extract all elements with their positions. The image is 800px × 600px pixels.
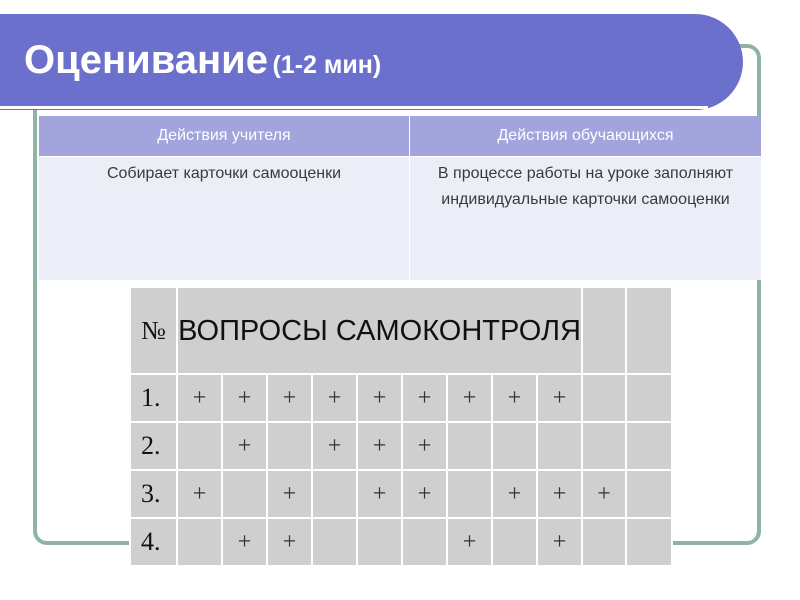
empty-header-cell — [626, 287, 672, 374]
slide-title-main: Оценивание — [24, 38, 269, 82]
self-control-title: ВОПРОСЫ САМОКОНТРОЛЯ — [177, 287, 582, 374]
mark-cell — [626, 422, 672, 470]
slide-title-sub: (1-2 мин) — [272, 51, 382, 79]
student-action-cell: В процессе работы на уроке заполняют индивидуальные карточки самооценки — [410, 157, 762, 281]
mark-cell: + — [222, 374, 267, 422]
mark-cell: + — [267, 374, 312, 422]
mark-cell: + — [537, 518, 582, 566]
mark-cell: + — [402, 374, 447, 422]
mark-cell — [402, 518, 447, 566]
mark-cell: + — [222, 518, 267, 566]
number-header: № — [130, 287, 177, 374]
table-row — [130, 422, 672, 470]
mark-cell — [312, 470, 357, 518]
slide-title — [24, 38, 381, 83]
actions-row — [39, 157, 761, 281]
mark-cell: + — [537, 374, 582, 422]
teacher-actions-header: Действия учителя — [39, 116, 410, 157]
row-number: 3. — [130, 470, 177, 518]
mark-cell — [582, 374, 626, 422]
mark-cell — [537, 422, 582, 470]
row-number: 2. — [130, 422, 177, 470]
mark-cell: + — [537, 470, 582, 518]
table-row — [130, 374, 672, 422]
actions-table — [39, 116, 761, 280]
mark-cell: + — [402, 470, 447, 518]
mark-cell — [177, 518, 222, 566]
mark-cell: + — [402, 422, 447, 470]
row-number: 4. — [130, 518, 177, 566]
student-actions-header: Действия обучающихся — [410, 116, 762, 157]
mark-cell: + — [312, 374, 357, 422]
mark-cell: + — [492, 470, 537, 518]
mark-cell: + — [177, 470, 222, 518]
mark-cell: + — [222, 422, 267, 470]
self-control-body — [130, 374, 672, 566]
mark-cell: + — [357, 470, 402, 518]
mark-cell — [626, 470, 672, 518]
mark-cell: + — [492, 374, 537, 422]
mark-cell — [447, 470, 492, 518]
actions-header-row — [39, 116, 761, 157]
row-number: 1. — [130, 374, 177, 422]
table-row — [130, 518, 672, 566]
mark-cell — [626, 374, 672, 422]
mark-cell — [582, 422, 626, 470]
self-control-header-row — [130, 287, 672, 374]
empty-header-cell — [582, 287, 626, 374]
mark-cell: + — [447, 518, 492, 566]
mark-cell: + — [312, 422, 357, 470]
mark-cell — [357, 518, 402, 566]
table-row — [130, 470, 672, 518]
teacher-action-cell: Собирает карточки самооценки — [39, 157, 410, 281]
mark-cell: + — [177, 374, 222, 422]
mark-cell — [267, 422, 312, 470]
self-control-table — [129, 286, 673, 567]
mark-cell — [582, 518, 626, 566]
mark-cell: + — [447, 374, 492, 422]
mark-cell: + — [582, 470, 626, 518]
mark-cell — [492, 518, 537, 566]
mark-cell — [492, 422, 537, 470]
mark-cell: + — [267, 470, 312, 518]
mark-cell: + — [357, 422, 402, 470]
mark-cell: + — [267, 518, 312, 566]
mark-cell — [312, 518, 357, 566]
mark-cell — [222, 470, 267, 518]
mark-cell — [177, 422, 222, 470]
mark-cell: + — [357, 374, 402, 422]
mark-cell — [447, 422, 492, 470]
mark-cell — [626, 518, 672, 566]
title-underline — [0, 106, 708, 109]
